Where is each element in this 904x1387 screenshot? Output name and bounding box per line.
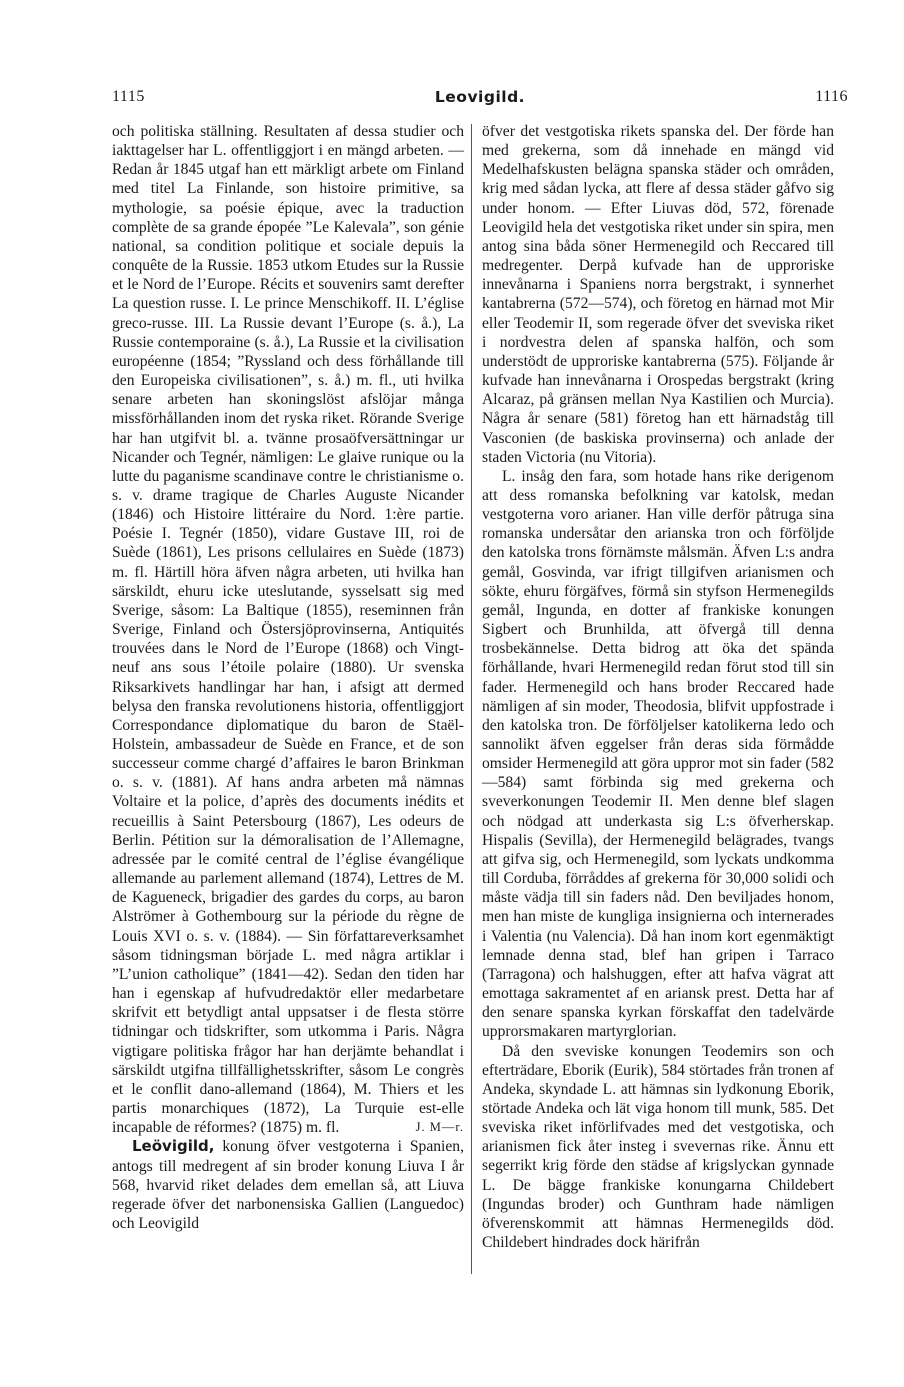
paragraph: L. insåg den fara, som hotade hans rike derigenom att dess romanska befolkning var katolsk, medan vestgoterna voro arianer. Han ville derför påtruga sina romanska undersåtar den arianska tron och förföljde den katolska trons förnämste målsmän. Äfven L:s andra gemål, Gosvinda, var ifrigt tillgifven arianismen och sökte, ehuru förgäfves, förmå sin styfson Hermenegilds gemål, Ingunda, en dotter af frankiske konungen Sigbert och Brunhilda, att öfvergå till denna trosbekännelse. Detta bidrog att öka det spända förhållande, hvari Hermenegild redan förut stod till sin fader. Hermenegild och hans broder Reccared hade nämligen af sin moder, Theodosia, blifvit uppfostrade i den katolska tron. De förföljelser katolikerna ledo och sannolikt äfven eggelser från deras sida förmådde omsider Hermenegild att göra uppror mot sin fader (582—584) samt förbinda sig med grekerna och sveverkonungen Teodemir II. Men denne blef slagen och nödgad att underkasta sig L:s öfverherskap. Hispalis (Sevilla), der Hermenegild belägrades, tvangs att gifva sig, och Hermenegild, som lyckats undkomma till Corduba, förråddes af grekerna för 30,000 solidi och måste vädja till sin faders nåd. Den beviljades honom, men han miste de kungliga insignierna och internerades i Valentia (nu Valencia). Då han inom kort egenmäktigt lemnade denna stad, blef han gripen i Tarraco (Tarragona) och halshuggen, efter att hafva vägrat att emottaga sakramentet af en ariansk prest. Detta har af den senare spanska kyrkan förskaffat den tadelvärde upprorsmakaren martyrglorian. (482, 467, 834, 1041)
paragraph: Då den sveviske konungen Teodemirs son och efterträdare, Eborik (Eurik), 584 störtades från tronen af Andeka, skyndade L. att hämnas sin lydkonung Eborik, störtade Andeka och lät viga honom till munk, 585. Det sveviska riket införlifvades med det vestgotiska, och arianismen fick åter insteg i svevernas rike. Ännu ett segerrikt krig förde den städse af krigslyckan gynnade L. De bägge frankiske konungarna Childebert (Ingundas broder) och Gunthram hade nämligen öfverenskommit att hämnas Hermenegilds död. Childebert hindrades dock härifrån (482, 1042, 834, 1252)
page-number-right: 1116 (815, 88, 848, 105)
column-divider (471, 124, 472, 1274)
entry-text: konung öfver vestgoterna i Spanien, antogs till medregent af sin broder konung Liuva I år 568, hvarvid riket delades dem emellan så, att Liuva regerade öfver det narbonensiska Gallien (Languedoc) och Leovigild (112, 1138, 465, 1233)
entry-lemma: Leövigild, (132, 1137, 215, 1156)
paragraph: öfver det vestgotiska rikets spanska del. Der förde han med grekerna, som då innehade en mängd vid Medelhafskusten belägna spanska städer och områden, krig med sådan lycka, att flere af dessa städer gåfvo sig under honom. — Efter Liuvas död, 572, förenade Leovigild hela det vestgotiska riket under sin spira, men antog sina båda söner Hermenegild och Reccared till medregenter. Derpå kufvade han de upproriske innevånarna i Spaniens norra bergstrakt, i synnerhet kantabrerna (572—574), och företog en härnad mot Mir eller Teodemir II, som regerade öfver det sveviska riket i nordvestra delen af spanska halfön, och som understödt de upproriske kantabrerna (575). Följande år kufvade han innevånarna i Orospedas bergstrakt (kring Alcaraz, på gränsen mellan Nya Kastilien och Murcia). Några år senare (581) företog han ett härnadståg till Vasconien (de baskiska provinserna) och anlade der staden Victoria (nu Vitoria). (482, 123, 834, 466)
running-headword: Leovigild. (434, 88, 526, 106)
running-head (112, 88, 848, 114)
entry-leovigild (112, 1137, 464, 1233)
page-number-left: 1115 (112, 88, 145, 105)
article-continuation: och politiska ställning. Resultaten af dessa studier och iakttagelser har L. offentliggjort i en mängd arbeten. — Redan år 1845 utgaf han ett märkligt arbete om Finland med titel La Finlande, son histoire primitive, sa mythologie, sa poésie épique, avec la traduction complète de sa grande épopée ”Le Kalevala”, son génie national, sa condition politique et sociale depuis la conquête de la Russie. 1853 utkom Etudes sur la Russie et le Nord de l’Europe. Récits et souvenirs samt derefter La question russe. I. Le prince Menschikoff. II. L’église greco-russe. III. La Russie devant l’Europe (s. å.), La Russie contemporaine (s. å.), La Russie et la civilisation européenne (1854; ”Ryssland och dess förhållande till den Europeiska civilisationen”, s. å.) m. fl., uti hvilka senare arbeten han skoningslöst afslöjar många missförhållanden inom det ryska riket. Rörande Sverige har han utgifvit bl. a. tvänne prosaöfversättningar ur Nicander och Tegnér, nämligen: Le glaive runique ou la lutte du paganisme scandinave contre le christianisme o. s. v. drame tragique de Charles Auguste Nicander (1846) och Histoire littéraire du Nord. 1:ère partie. Poésie I. Tegnér (1850), vidare Gustave III, roi de Suède (1861), Les prisons cellulaires en Suède (1873) m. fl. Härtill höra äfven några arbeten, uti hvilka han särskildt, ehuru icke uteslutande, sysselsatt sig med Sverige, såsom: La Baltique (1855), reseminnen från Sverige, Finland och Östersjöprovinserna, Antiquités trouvées dans le Nord de l’Europe (1868) och Vingt-neuf ans sous l’étoile polaire (1880). Ur svenska Riksarkivets handlingar har han, i afsigt att dermed belysa den franska revolutionens historia, offentliggjort Correspondance diplomatique du baron de Staël-Holstein, ambassadeur de Suède en France, et de son successeur comme chargé d’affaires le baron Brinkman o. s. v. (1881). Af hans andra arbeten må nämnas Voltaire et la police, d’après des documents inédits et recueillis à Saint Petersbourg (1867), Les odeurs de Berlin. Pétition sur la démoralisation de l’Allemagne, adressée par le comité central de l’église évangélique allemande au parlement allemand (1874), Lettres de M. de Kagueneck, brigadier des gardes du corps, au baron Alströmer à Gothembourg sur la période du règne de Louis XVI o. s. v. (1884). — Sin författareverksamhet såsom tidningsman började L. med några artiklar i ”L’union catholique” (1841—42). Sedan den tiden har han i egenskap af hufvudredaktör eller medarbetare skrifvit ett betydligt antal uppsatser i de flesta större tidningar och tidskrifter, som utkomma i Paris. Några vigtigare politiska frågor har han derjämte behandlat i särskildt utgifna tillfällighetsskrifter, såsom Le congrès et le conflit dano-allemand (1864), M. Thiers et les partis monarchiques (1872), La Turquie est-elle incapable de réformes? (1875) m. fl. (112, 123, 464, 1137)
left-column (112, 122, 464, 1233)
author-signature: J. M—r. (415, 1120, 464, 1135)
right-column (482, 122, 834, 1252)
